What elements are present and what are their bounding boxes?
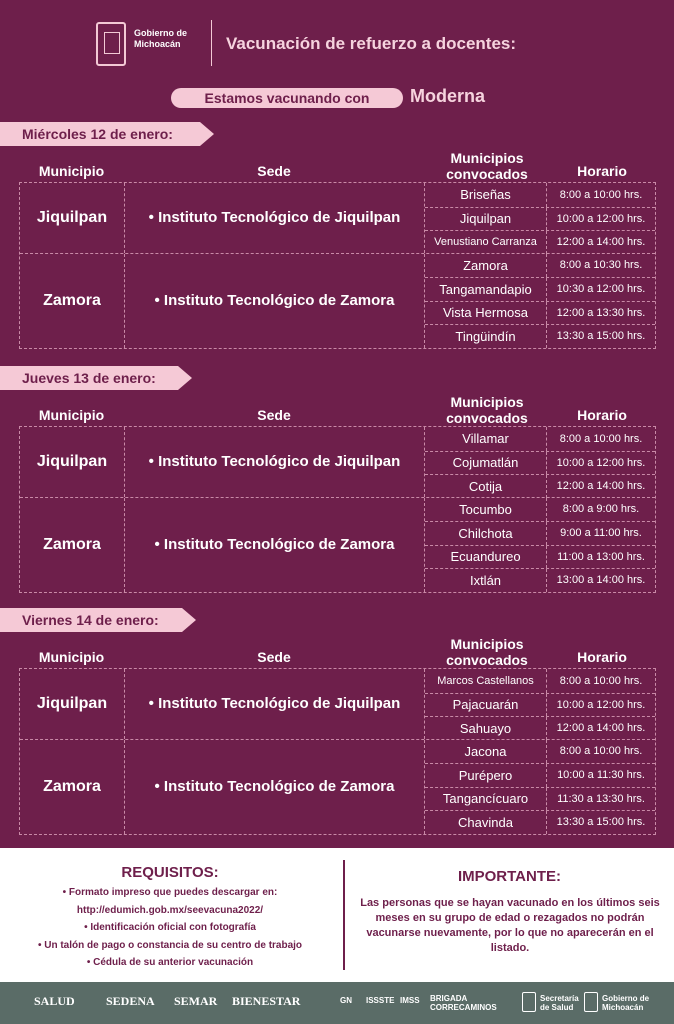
table-row [425, 521, 655, 545]
sede-cell: • Instituto Tecnológico de Zamora [125, 740, 425, 834]
venue-group [20, 183, 655, 254]
convocados-rows [425, 427, 655, 498]
horario-cell: 11:00 a 13:00 hrs. [557, 550, 645, 563]
logo-bienestar: BIENESTAR [232, 994, 301, 1008]
venue-group [20, 740, 655, 834]
requisito-item: • Formato impreso que puedes descargar en: [62, 887, 278, 898]
table-row [425, 568, 655, 592]
header-divider [211, 20, 212, 66]
horario-cell: 12:00 a 14:00 hrs. [556, 722, 646, 735]
sede-cell: • Instituto Tecnológico de Jiquilpan [125, 427, 425, 497]
col-sede: Sede [257, 649, 291, 665]
col-horario: Horario [577, 407, 627, 423]
logo-gn: GN [340, 996, 352, 1005]
municipio-cell: Zamora [20, 498, 125, 592]
convocados-rows [425, 254, 655, 348]
horario-cell: 8:00 a 9:00 hrs. [562, 503, 640, 516]
table-row [425, 277, 655, 301]
horario-cell: 13:30 a 15:00 hrs. [556, 330, 646, 343]
convocado-cell: Zamora [425, 254, 547, 278]
table-row [425, 810, 655, 834]
subtitle-pill: Estamos vacunando con [171, 88, 403, 108]
horario-cell: 10:00 a 12:00 hrs. [556, 212, 646, 225]
logo-issste: ISSSTE [366, 996, 395, 1005]
header [0, 0, 674, 80]
logo-gobierno-michoacan: Gobierno de Michoacán [602, 994, 650, 1012]
convocado-cell: Tangamandapio [425, 278, 547, 301]
schedule-table [19, 426, 656, 593]
convocado-cell: Vista Hermosa [425, 302, 547, 325]
col-municipio: Municipio [38, 407, 105, 423]
convocado-cell: Chilchota [425, 522, 547, 545]
convocado-cell: Sahuayo [425, 717, 547, 740]
day-label: Viernes 14 de enero: [0, 608, 182, 632]
importante-text: Las personas que se hayan vacunado en los últimos seis meses en su grupo de edad o rezagados no podrán vacunarse nuevamente, por lo que no aparecerán en el listado. [360, 897, 660, 954]
convocado-cell: Cojumatlán [425, 452, 547, 475]
table-row [425, 545, 655, 569]
convocado-cell: Tangancícuaro [425, 788, 547, 811]
sede-cell: • Instituto Tecnológico de Jiquilpan [125, 669, 425, 739]
horario-cell: 8:00 a 10:00 hrs. [559, 188, 643, 201]
schedule-table [19, 668, 656, 835]
horario-cell: 12:00 a 14:00 hrs. [556, 480, 646, 493]
convocado-cell: Tingüindín [425, 325, 547, 348]
requisito-item: • Cédula de su anterior vacunación [86, 957, 254, 968]
convocados-rows [425, 498, 655, 592]
table-row [425, 254, 655, 278]
horario-cell: 8:00 a 10:00 hrs. [559, 745, 643, 758]
convocado-cell: Cotija [425, 475, 547, 498]
col-sede: Sede [257, 407, 291, 423]
convocados-rows [425, 740, 655, 834]
convocado-cell: Villamar [425, 427, 547, 451]
municipio-cell: Jiquilpan [20, 183, 125, 253]
col-municipio: Municipio [38, 649, 105, 665]
venue-group [20, 427, 655, 498]
convocado-cell: Venustiano Carranza [425, 231, 547, 254]
table-row [425, 498, 655, 522]
horario-cell: 13:00 a 14:00 hrs. [556, 574, 646, 587]
venue-group [20, 254, 655, 348]
horario-cell: 8:00 a 10:00 hrs. [559, 432, 643, 445]
table-row [425, 451, 655, 475]
table-row [425, 207, 655, 231]
municipio-cell: Jiquilpan [20, 427, 125, 497]
logo-semar: SEMAR [174, 994, 218, 1008]
convocados-rows [425, 669, 655, 740]
municipio-cell: Zamora [20, 740, 125, 834]
horario-cell: 10:00 a 12:00 hrs. [556, 698, 646, 711]
sede-cell: • Instituto Tecnológico de Zamora [125, 498, 425, 592]
convocado-cell: Ixtlán [425, 569, 547, 592]
logo-sedena: SEDENA [106, 994, 155, 1008]
convocado-cell: Pajacuarán [425, 694, 547, 717]
convocado-cell: Briseñas [425, 183, 547, 207]
horario-cell: 10:00 a 11:30 hrs. [557, 769, 645, 782]
logo-imss: IMSS [400, 996, 420, 1005]
col-horario: Horario [577, 649, 627, 665]
table-row [425, 716, 655, 740]
convocados-rows [425, 183, 655, 254]
horario-cell: 11:30 a 13:30 hrs. [557, 792, 645, 805]
table-row [425, 669, 655, 693]
footer-logos [0, 982, 674, 1024]
convocado-cell: Jiquilpan [425, 208, 547, 231]
horario-cell: 8:00 a 10:00 hrs. [559, 674, 643, 687]
table-row [425, 787, 655, 811]
requisitos-title: REQUISITOS: [121, 864, 219, 881]
convocado-cell: Ecuandureo [425, 546, 547, 569]
day-label: Miércoles 12 de enero: [0, 122, 200, 146]
col-horario: Horario [577, 163, 627, 179]
horario-cell: 9:00 a 11:00 hrs. [560, 527, 642, 540]
logo-salud: SALUD [34, 994, 75, 1008]
table-row [425, 740, 655, 764]
horario-cell: 12:00 a 13:30 hrs. [556, 306, 646, 319]
convocado-cell: Purépero [425, 764, 547, 787]
michoacan-seal-icon [584, 992, 598, 1012]
col-municipio: Municipio [38, 163, 105, 179]
day-label: Jueves 13 de enero: [0, 366, 178, 390]
salud-seal-icon [522, 992, 536, 1012]
col-sede: Sede [257, 163, 291, 179]
table-row [425, 763, 655, 787]
col-convocados: Municipios convocados [446, 150, 528, 182]
info-panel [0, 848, 674, 982]
schedule-table [19, 182, 656, 349]
horario-cell: 13:30 a 15:00 hrs. [556, 816, 646, 829]
requisito-item: • Identificación oficial con fotografía [84, 922, 256, 933]
vaccine-brand: Moderna [410, 86, 486, 106]
convocado-cell: Chavinda [425, 811, 547, 834]
col-convocados: Municipios convocados [446, 636, 528, 668]
horario-cell: 8:00 a 10:30 hrs. [559, 259, 643, 272]
venue-group [20, 498, 655, 592]
sede-cell: • Instituto Tecnológico de Jiquilpan [125, 183, 425, 253]
sede-cell: • Instituto Tecnológico de Zamora [125, 254, 425, 348]
venue-group [20, 669, 655, 740]
horario-cell: 10:00 a 12:00 hrs. [556, 456, 646, 469]
table-row [425, 693, 655, 717]
table-row [425, 301, 655, 325]
logo-brigada: BRIGADA CORRECAMINOS [430, 994, 497, 1012]
horario-cell: 12:00 a 14:00 hrs. [556, 236, 646, 249]
convocado-cell: Jacona [425, 740, 547, 764]
table-row [425, 427, 655, 451]
importante-title: IMPORTANTE: [457, 868, 562, 885]
table-row [425, 324, 655, 348]
municipio-cell: Jiquilpan [20, 669, 125, 739]
logo-secretaria-salud: Secretaría de Salud [540, 994, 579, 1012]
requisito-link[interactable]: http://edumich.gob.mx/seevacuna2022/ [76, 904, 264, 916]
requisito-item: • Un talón de pago o constancia de su centro de trabajo [37, 939, 303, 951]
table-row [425, 230, 655, 254]
michoacan-shield-icon [96, 22, 126, 66]
requisitos-list [0, 884, 340, 972]
convocado-cell: Tocumbo [425, 498, 547, 522]
municipio-cell: Zamora [20, 254, 125, 348]
convocado-cell: Marcos Castellanos [425, 669, 547, 693]
table-row [425, 474, 655, 498]
subtitle [0, 86, 674, 110]
horario-cell: 10:30 a 12:00 hrs. [556, 283, 646, 296]
col-convocados: Municipios convocados [446, 394, 528, 426]
table-row [425, 183, 655, 207]
page-title: Vacunación de refuerzo a docentes: [226, 34, 517, 53]
gov-name: Gobierno de Michoacán [134, 28, 188, 49]
